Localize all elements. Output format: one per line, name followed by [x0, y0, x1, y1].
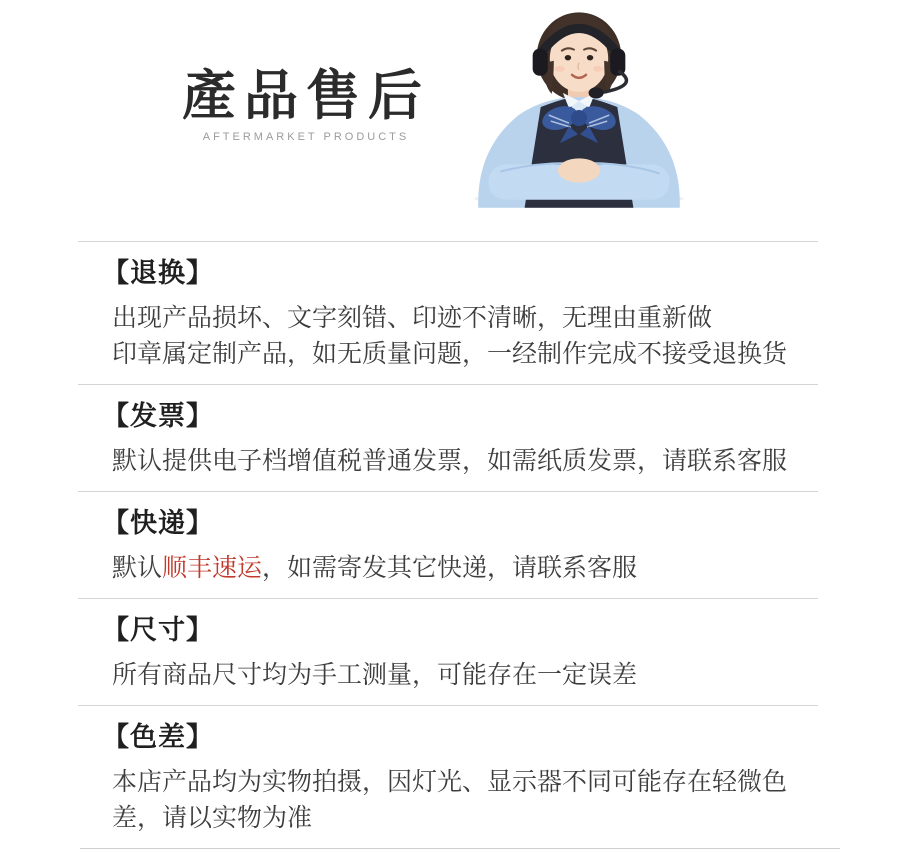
- body-line: 默认: [112, 555, 163, 582]
- body-line: 印章属定制产品，如无质量问题，一经制作完成不接受退换货: [112, 341, 788, 368]
- divider: [78, 598, 818, 599]
- section-body-color-difference: [112, 765, 820, 837]
- policy-section-invoice: [102, 401, 820, 480]
- divider: [78, 491, 818, 492]
- page-title: 產品售后: [182, 66, 430, 126]
- body-line: 差，请以实物为准: [112, 805, 313, 832]
- body-line: 默认提供电子档增值税普通发票，如需纸质发票，请联系客服: [112, 448, 788, 475]
- divider-bottom: [80, 848, 840, 849]
- sf-express-highlight: 顺丰速运: [162, 555, 263, 582]
- page-subtitle: AFTERMARKET PRODUCTS: [202, 130, 410, 143]
- divider: [78, 241, 818, 242]
- policy-section-color-difference: [102, 722, 820, 837]
- policy-list: [0, 241, 900, 849]
- body-line: ，如需寄发其它快递，请联系客服: [262, 555, 638, 582]
- section-body-returns: [112, 301, 820, 373]
- section-body-express: [112, 551, 820, 587]
- section-heading-express: 【快递】: [102, 508, 214, 538]
- body-line: 所有商品尺寸均为手工测量，可能存在一定误差: [112, 662, 638, 689]
- title-block: [178, 64, 434, 143]
- policy-section-size: [102, 615, 820, 694]
- section-heading-color-difference: 【色差】: [102, 722, 214, 752]
- divider: [78, 384, 818, 385]
- hands: [558, 158, 600, 182]
- section-heading-invoice: 【发票】: [102, 401, 214, 431]
- customer-service-photo: [440, 0, 718, 208]
- divider: [78, 705, 818, 706]
- section-heading-returns: 【退换】: [102, 258, 214, 288]
- header: [0, 0, 900, 241]
- customer-service-agent-icon: [440, 0, 718, 208]
- body-line: 本店产品均为实物拍摄，因灯光、显示器不同可能存在轻微色: [112, 769, 788, 796]
- policy-section-express: [102, 508, 820, 587]
- section-heading-size: 【尺寸】: [102, 615, 214, 645]
- body-line: 出现产品损坏、文字刻错、印迹不清晰，无理由重新做: [112, 305, 713, 332]
- section-body-invoice: [112, 444, 820, 480]
- policy-section-returns: [102, 258, 820, 373]
- section-body-size: [112, 658, 820, 694]
